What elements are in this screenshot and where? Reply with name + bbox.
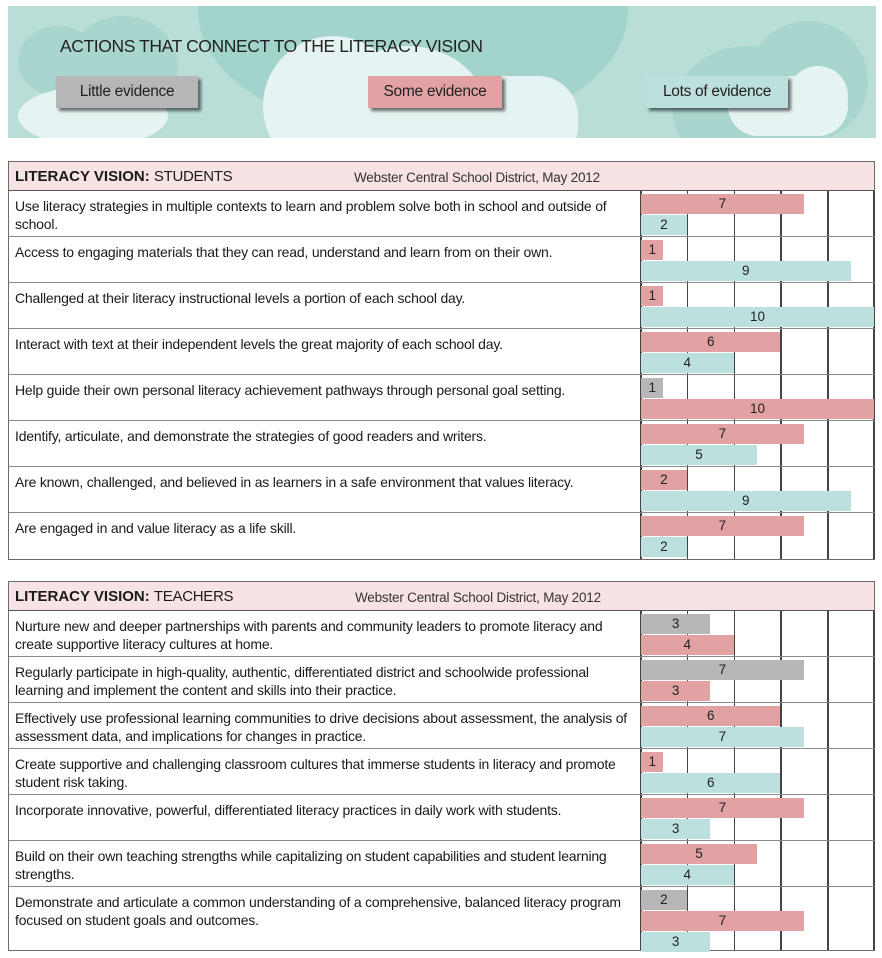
evidence-bar-chart (640, 375, 874, 420)
gridline (827, 841, 829, 886)
action-text: Effectively use professional learning communities to drive decisions about assessment, the analysis of assessment data, and implications for changes in practice. (15, 710, 627, 744)
evidence-bar-chart (640, 421, 874, 466)
action-text: Identify, articulate, and demonstrate the strategies of good readers and writers. (15, 428, 487, 444)
bar-lots-evidence: 3 (641, 819, 710, 839)
bar-some-evidence: 1 (641, 752, 663, 772)
table-row (9, 703, 874, 749)
evidence-bar-chart (640, 657, 874, 702)
table-row (9, 513, 874, 559)
bar-some-evidence: 4 (641, 635, 734, 655)
table-body (9, 191, 874, 559)
legend-lots-of-evidence (646, 76, 788, 108)
bar-some-evidence: 7 (641, 516, 804, 536)
action-text: Use literacy strategies in multiple contexts to learn and problem solve both in school and outside of school. (15, 198, 607, 232)
bar-some-evidence: 7 (641, 911, 804, 931)
gridline (873, 657, 875, 702)
gridline (780, 841, 782, 886)
gridline (873, 467, 875, 512)
bar-some-evidence: 1 (641, 240, 663, 260)
bar-lots-evidence: 5 (641, 445, 757, 465)
table-title (15, 168, 232, 185)
action-text: Build on their own teaching strengths while capitalizing on student capabilities and student learning strengths. (15, 848, 607, 882)
table-row (9, 375, 874, 421)
table-row (9, 657, 874, 703)
evidence-bar-chart (640, 467, 874, 512)
cloud-decoration (788, 66, 848, 126)
action-text: Incorporate innovative, powerful, differentiated literacy practices in daily work with students. (15, 802, 562, 818)
action-text: Interact with text at their independent levels the great majority of each school day. (15, 336, 503, 352)
bar-little-evidence: 1 (641, 378, 663, 398)
gridline (780, 611, 782, 656)
gridline (780, 749, 782, 794)
table-title-subject: TEACHERS (153, 588, 234, 605)
bar-some-evidence: 3 (641, 681, 710, 701)
table-source: Webster Central School District, May 2012 (355, 590, 601, 605)
gridline (873, 237, 875, 282)
gridline (873, 887, 875, 950)
table-row (9, 467, 874, 513)
bar-little-evidence: 3 (641, 614, 710, 634)
action-text: Create supportive and challenging classroom cultures that immerse students in literacy and promote student risk taking. (15, 756, 616, 790)
gridline (827, 421, 829, 466)
gridline (873, 191, 875, 236)
bar-lots-evidence: 6 (641, 773, 780, 793)
gridline (780, 329, 782, 374)
bar-some-evidence: 7 (641, 424, 804, 444)
legend-label: Little evidence (79, 83, 175, 100)
gridline (873, 329, 875, 374)
table-row (9, 421, 874, 467)
table-row (9, 749, 874, 795)
evidence-bar-chart (640, 237, 874, 282)
gridline (827, 513, 829, 559)
bar-some-evidence: 1 (641, 286, 663, 306)
action-text: Are known, challenged, and believed in as learners in a safe environment that values literacy. (15, 474, 574, 490)
gridline (873, 703, 875, 748)
gridline (734, 611, 736, 656)
action-text: Access to engaging materials that they can read, understand and learn from on their own. (15, 244, 553, 260)
bar-some-evidence: 7 (641, 798, 804, 818)
evidence-bar-chart (640, 795, 874, 840)
gridline (873, 513, 875, 559)
table-source: Webster Central School District, May 2012 (354, 170, 600, 185)
table-header (9, 582, 874, 611)
evidence-bar-chart (640, 611, 874, 656)
gridline (873, 795, 875, 840)
gridline (827, 329, 829, 374)
action-text: Nurture new and deeper partnerships with parents and community leaders to promote literacy and create supportive literacy cultures at home. (15, 618, 603, 652)
bar-some-evidence: 2 (641, 470, 687, 490)
evidence-bar-chart (640, 703, 874, 748)
legend-label: Lots of evidence (662, 83, 772, 100)
gridline (827, 611, 829, 656)
table-title-bold: LITERACY VISION: (15, 168, 150, 185)
table-row (9, 237, 874, 283)
action-text: Are engaged in and value literacy as a life skill. (15, 520, 297, 536)
bar-little-evidence: 7 (641, 660, 804, 680)
evidence-bar-chart (640, 283, 874, 328)
legend-some-evidence (368, 76, 502, 108)
action-text: Help guide their own personal literacy achievement pathways through personal goal setting. (15, 382, 566, 398)
legend-banner (8, 6, 876, 138)
evidence-bar-chart (640, 841, 874, 886)
evidence-bar-chart (640, 749, 874, 794)
legend-label: Some evidence (383, 83, 487, 100)
bar-lots-evidence: 7 (641, 727, 804, 747)
students-vision-table (8, 161, 875, 560)
table-row (9, 611, 874, 657)
gridline (827, 657, 829, 702)
table-body (9, 611, 874, 950)
bar-lots-evidence: 4 (641, 353, 734, 373)
table-row (9, 795, 874, 841)
gridline (827, 191, 829, 236)
table-row (9, 283, 874, 329)
bar-some-evidence: 6 (641, 332, 780, 352)
gridline (873, 841, 875, 886)
gridline (827, 703, 829, 748)
legend-little-evidence (56, 76, 198, 108)
bar-some-evidence: 6 (641, 706, 780, 726)
bar-lots-evidence: 10 (641, 307, 874, 327)
evidence-bar-chart (640, 513, 874, 559)
evidence-bar-chart (640, 887, 874, 950)
action-text: Challenged at their literacy instructional levels a portion of each school day. (15, 290, 466, 306)
gridline (827, 887, 829, 950)
teachers-vision-table (8, 581, 875, 951)
bar-lots-evidence: 2 (641, 215, 687, 235)
bar-little-evidence: 2 (641, 890, 687, 910)
action-text: Regularly participate in high-quality, authentic, differentiated district and schoolwide professional learning and implement the content and skills into their practice. (15, 664, 589, 698)
table-row (9, 191, 874, 237)
table-title-bold: LITERACY VISION: (15, 588, 150, 605)
banner-title: ACTIONS THAT CONNECT TO THE LITERACY VISION (60, 36, 483, 56)
table-row (9, 887, 874, 950)
bar-some-evidence: 7 (641, 194, 804, 214)
table-title-subject: STUDENTS (153, 168, 233, 185)
action-text: Demonstrate and articulate a common understanding of a comprehensive, balanced literacy program focused on student goals and outcomes. (15, 894, 621, 928)
bar-lots-evidence: 3 (641, 932, 710, 952)
gridline (827, 749, 829, 794)
evidence-bar-chart (640, 329, 874, 374)
evidence-bar-chart (640, 191, 874, 236)
bar-some-evidence: 10 (641, 399, 874, 419)
gridline (873, 749, 875, 794)
table-row (9, 329, 874, 375)
bar-lots-evidence: 9 (641, 261, 851, 281)
bar-lots-evidence: 4 (641, 865, 734, 885)
gridline (873, 421, 875, 466)
bar-some-evidence: 5 (641, 844, 757, 864)
table-row (9, 841, 874, 887)
table-header (9, 162, 874, 191)
gridline (827, 795, 829, 840)
bar-lots-evidence: 2 (641, 537, 687, 557)
table-title (15, 588, 233, 605)
gridline (873, 611, 875, 656)
bar-lots-evidence: 9 (641, 491, 851, 511)
